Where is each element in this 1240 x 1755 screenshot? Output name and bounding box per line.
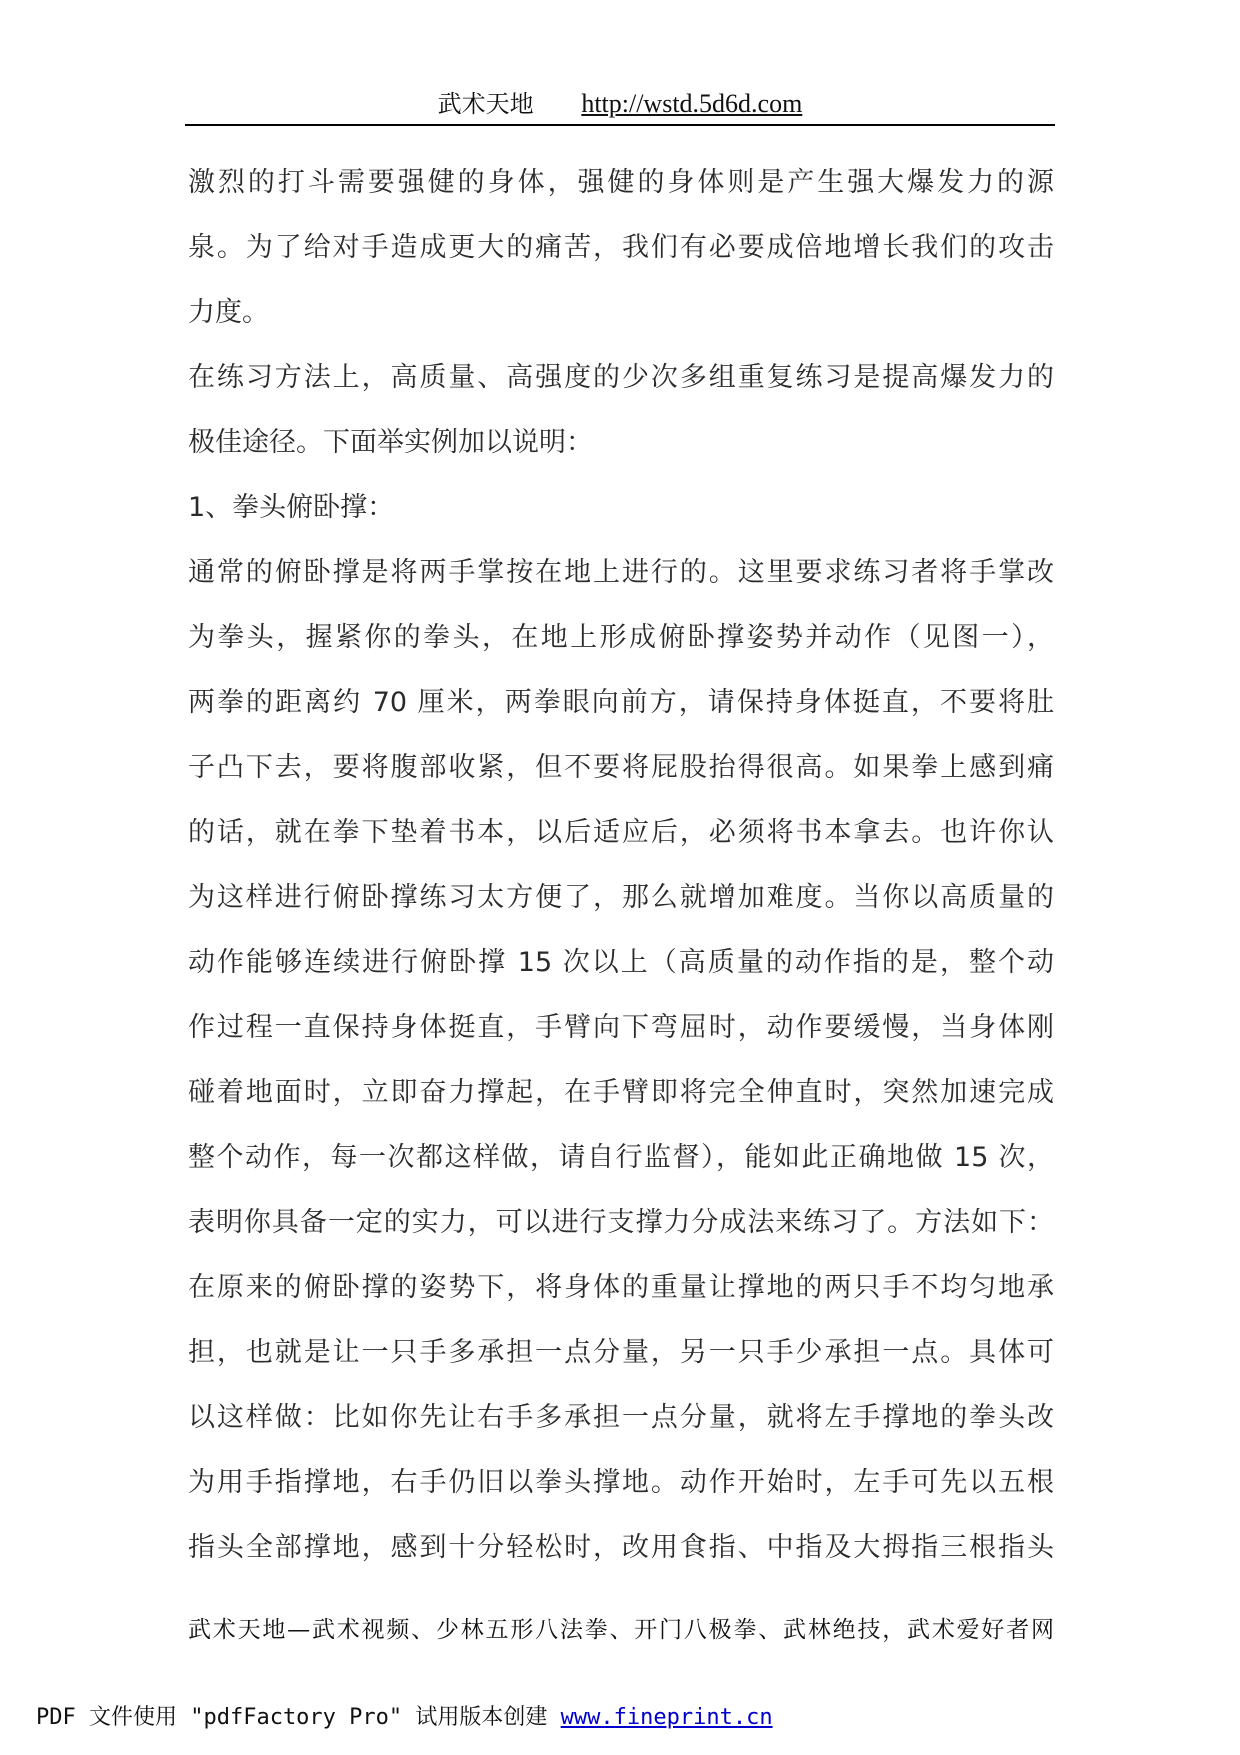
body-line: 作过程一直保持身体挺直，手臂向下弯屈时，动作要缓慢，当身体刚 (188, 1012, 1054, 1043)
body-line: 碰着地面时，立即奋力撑起，在手臂即将完全伸直时，突然加速完成 (188, 1077, 1054, 1108)
pdf-notice-text: PDF 文件使用 "pdfFactory Pro" 试用版本创建 (36, 1705, 561, 1730)
body-line: 力度。 (188, 297, 269, 328)
body-line: 为拳头，握紧你的拳头，在地上形成俯卧撑姿势并动作（见图一）， (188, 622, 1054, 653)
body-line: 的话，就在拳下垫着书本，以后适应后，必须将书本拿去。也许你认 (188, 817, 1054, 848)
body-line: 子凸下去，要将腹部收紧，但不要将屁股抬得很高。如果拳上感到痛 (188, 752, 1054, 783)
page-footer: 武术天地—武术视频、少林五形八法拳、开门八极拳、武林绝技，武术爱好者网 (188, 1617, 1054, 1643)
body-line: 两拳的距离约 70 厘米，两拳眼向前方，请保持身体挺直，不要将肚 (188, 687, 1054, 718)
body-line: 激烈的打斗需要强健的身体，强健的身体则是产生强大爆发力的源 (188, 167, 1054, 198)
header-site-url[interactable]: http://wstd.5d6d.com (581, 89, 803, 118)
fineprint-link[interactable]: www.fineprint.cn (560, 1705, 773, 1730)
body-line: 整个动作，每一次都这样做，请自行监督），能如此正确地做 15 次， (188, 1142, 1054, 1173)
header-site-name: 武术天地 (437, 90, 534, 118)
body-line: 泉。为了给对手造成更大的痛苦，我们有必要成倍地增长我们的攻击 (188, 232, 1054, 263)
body-line: 动作能够连续进行俯卧撑 15 次以上（高质量的动作指的是，整个动 (188, 947, 1054, 978)
body-line: 表明你具备一定的实力，可以进行支撑力分成法来练习了。方法如下： (188, 1207, 1054, 1238)
body-line: 指头全部撑地，感到十分轻松时，改用食指、中指及大拇指三根指头 (188, 1532, 1054, 1563)
body-line: 通常的俯卧撑是将两手掌按在地上进行的。这里要求练习者将手掌改 (188, 557, 1054, 588)
body-line: 以这样做：比如你先让右手多承担一点分量，就将左手撑地的拳头改 (188, 1402, 1054, 1433)
body-line: 为用手指撑地，右手仍旧以拳头撑地。动作开始时，左手可先以五根 (188, 1467, 1054, 1498)
body-line: 为这样进行俯卧撑练习太方便了，那么就增加难度。当你以高质量的 (188, 882, 1054, 913)
document-body (188, 150, 1054, 1580)
body-line: 担，也就是让一只手多承担一点分量，另一只手少承担一点。具体可 (188, 1337, 1054, 1368)
section-heading: 1、拳头俯卧撑： (188, 492, 395, 523)
pdf-creator-notice (36, 1700, 773, 1736)
body-line: 在原来的俯卧撑的姿势下，将身体的重量让撑地的两只手不均匀地承 (188, 1272, 1054, 1303)
page-header (185, 84, 1055, 126)
body-line: 在练习方法上，高质量、高强度的少次多组重复练习是提高爆发力的 (188, 362, 1054, 393)
body-line: 极佳途径。下面举实例加以说明： (188, 427, 593, 458)
